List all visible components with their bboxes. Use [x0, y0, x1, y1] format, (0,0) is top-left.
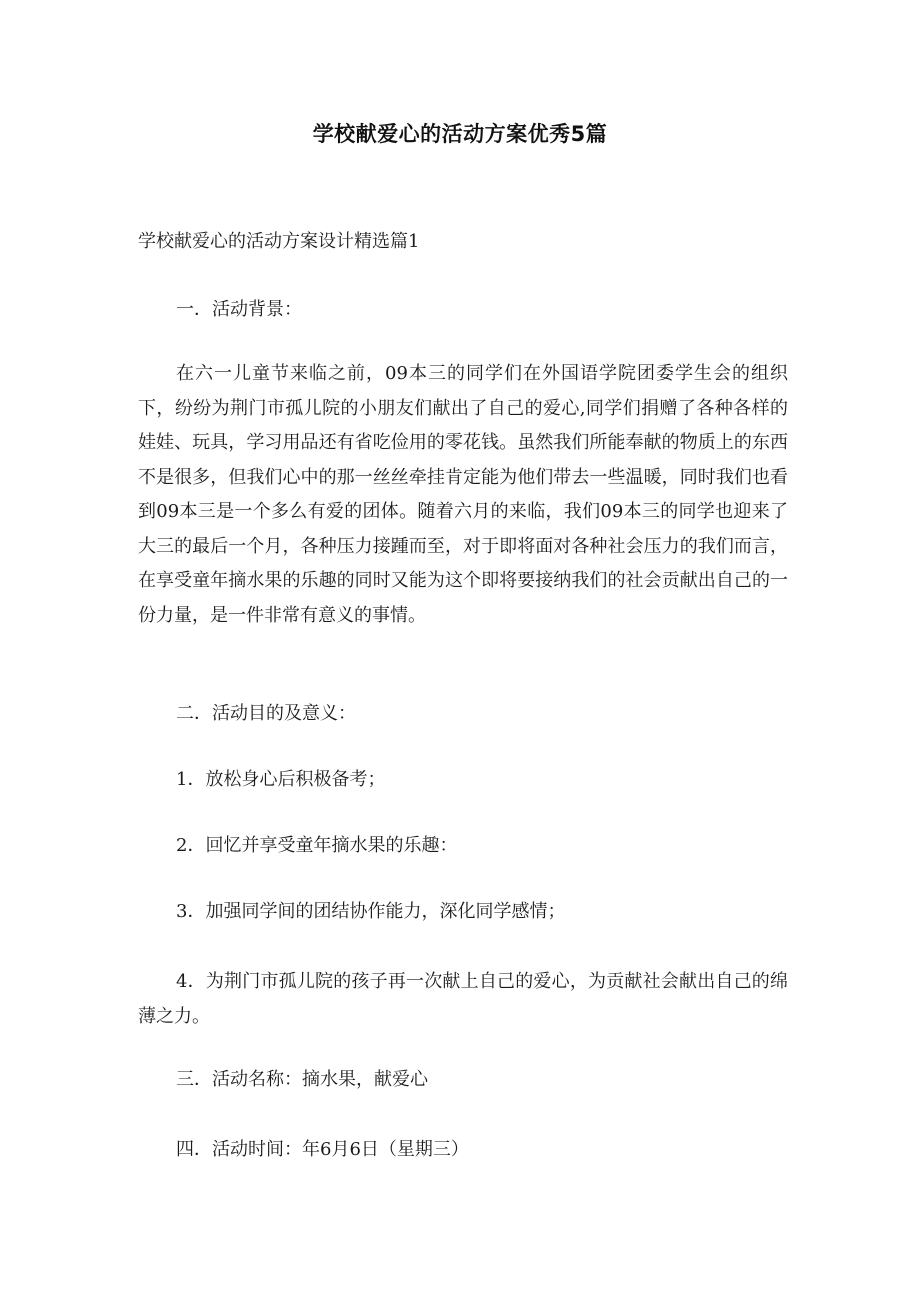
plan-subtitle: 学校献爱心的活动方案设计精选篇1: [138, 231, 420, 252]
purpose-item-3: 3．加强同学间的团结协作能力，深化同学感情；: [176, 901, 566, 922]
section-heading-purpose: 二．活动目的及意义：: [176, 703, 356, 724]
purpose-item-4: 4．为荆门市孤儿院的孩子再一次献上自己的爱心，为贡献社会献出自己的绵薄之力。: [138, 971, 788, 1027]
section-heading-time: 四．活动时间：年6月6日（星期三）: [176, 1139, 469, 1160]
purpose-item-2: 2．回忆并享受童年摘水果的乐趣：: [176, 835, 458, 856]
document-title: 学校献爱心的活动方案优秀5篇: [312, 122, 608, 146]
section-heading-background: 一．活动背景：: [176, 299, 302, 320]
purpose-item-1: 1．放松身心后积极备考；: [176, 769, 386, 790]
background-paragraph: 在六一儿童节来临之前，09本三的同学们在外国语学院团委学生会的组织下，纷纷为荆门市孤儿院的小朋友们献出了自己的爱心,同学们捐赠了各种各样的娃娃、玩具，学习用品还有省吃俭用的零花钱。虽然我们所能奉献的物质上的东西不是很多，但我们心中的那一丝丝牵挂肯定能为他们带去一些温暖，同时我们也看到09本三是一个多么有爱的团体。随着六月的来临，我们09本三的同学也迎来了大三的最后一个月，各种压力接踵而至，对于即将面对各种社会压力的我们而言，在享受童年摘水果的乐趣的同时又能为这个即将要接纳我们的社会贡献出自己的一份力量，是一件非常有意义的事情。: [138, 363, 788, 626]
section-heading-name: 三．活动名称：摘水果，献爱心: [176, 1069, 428, 1090]
